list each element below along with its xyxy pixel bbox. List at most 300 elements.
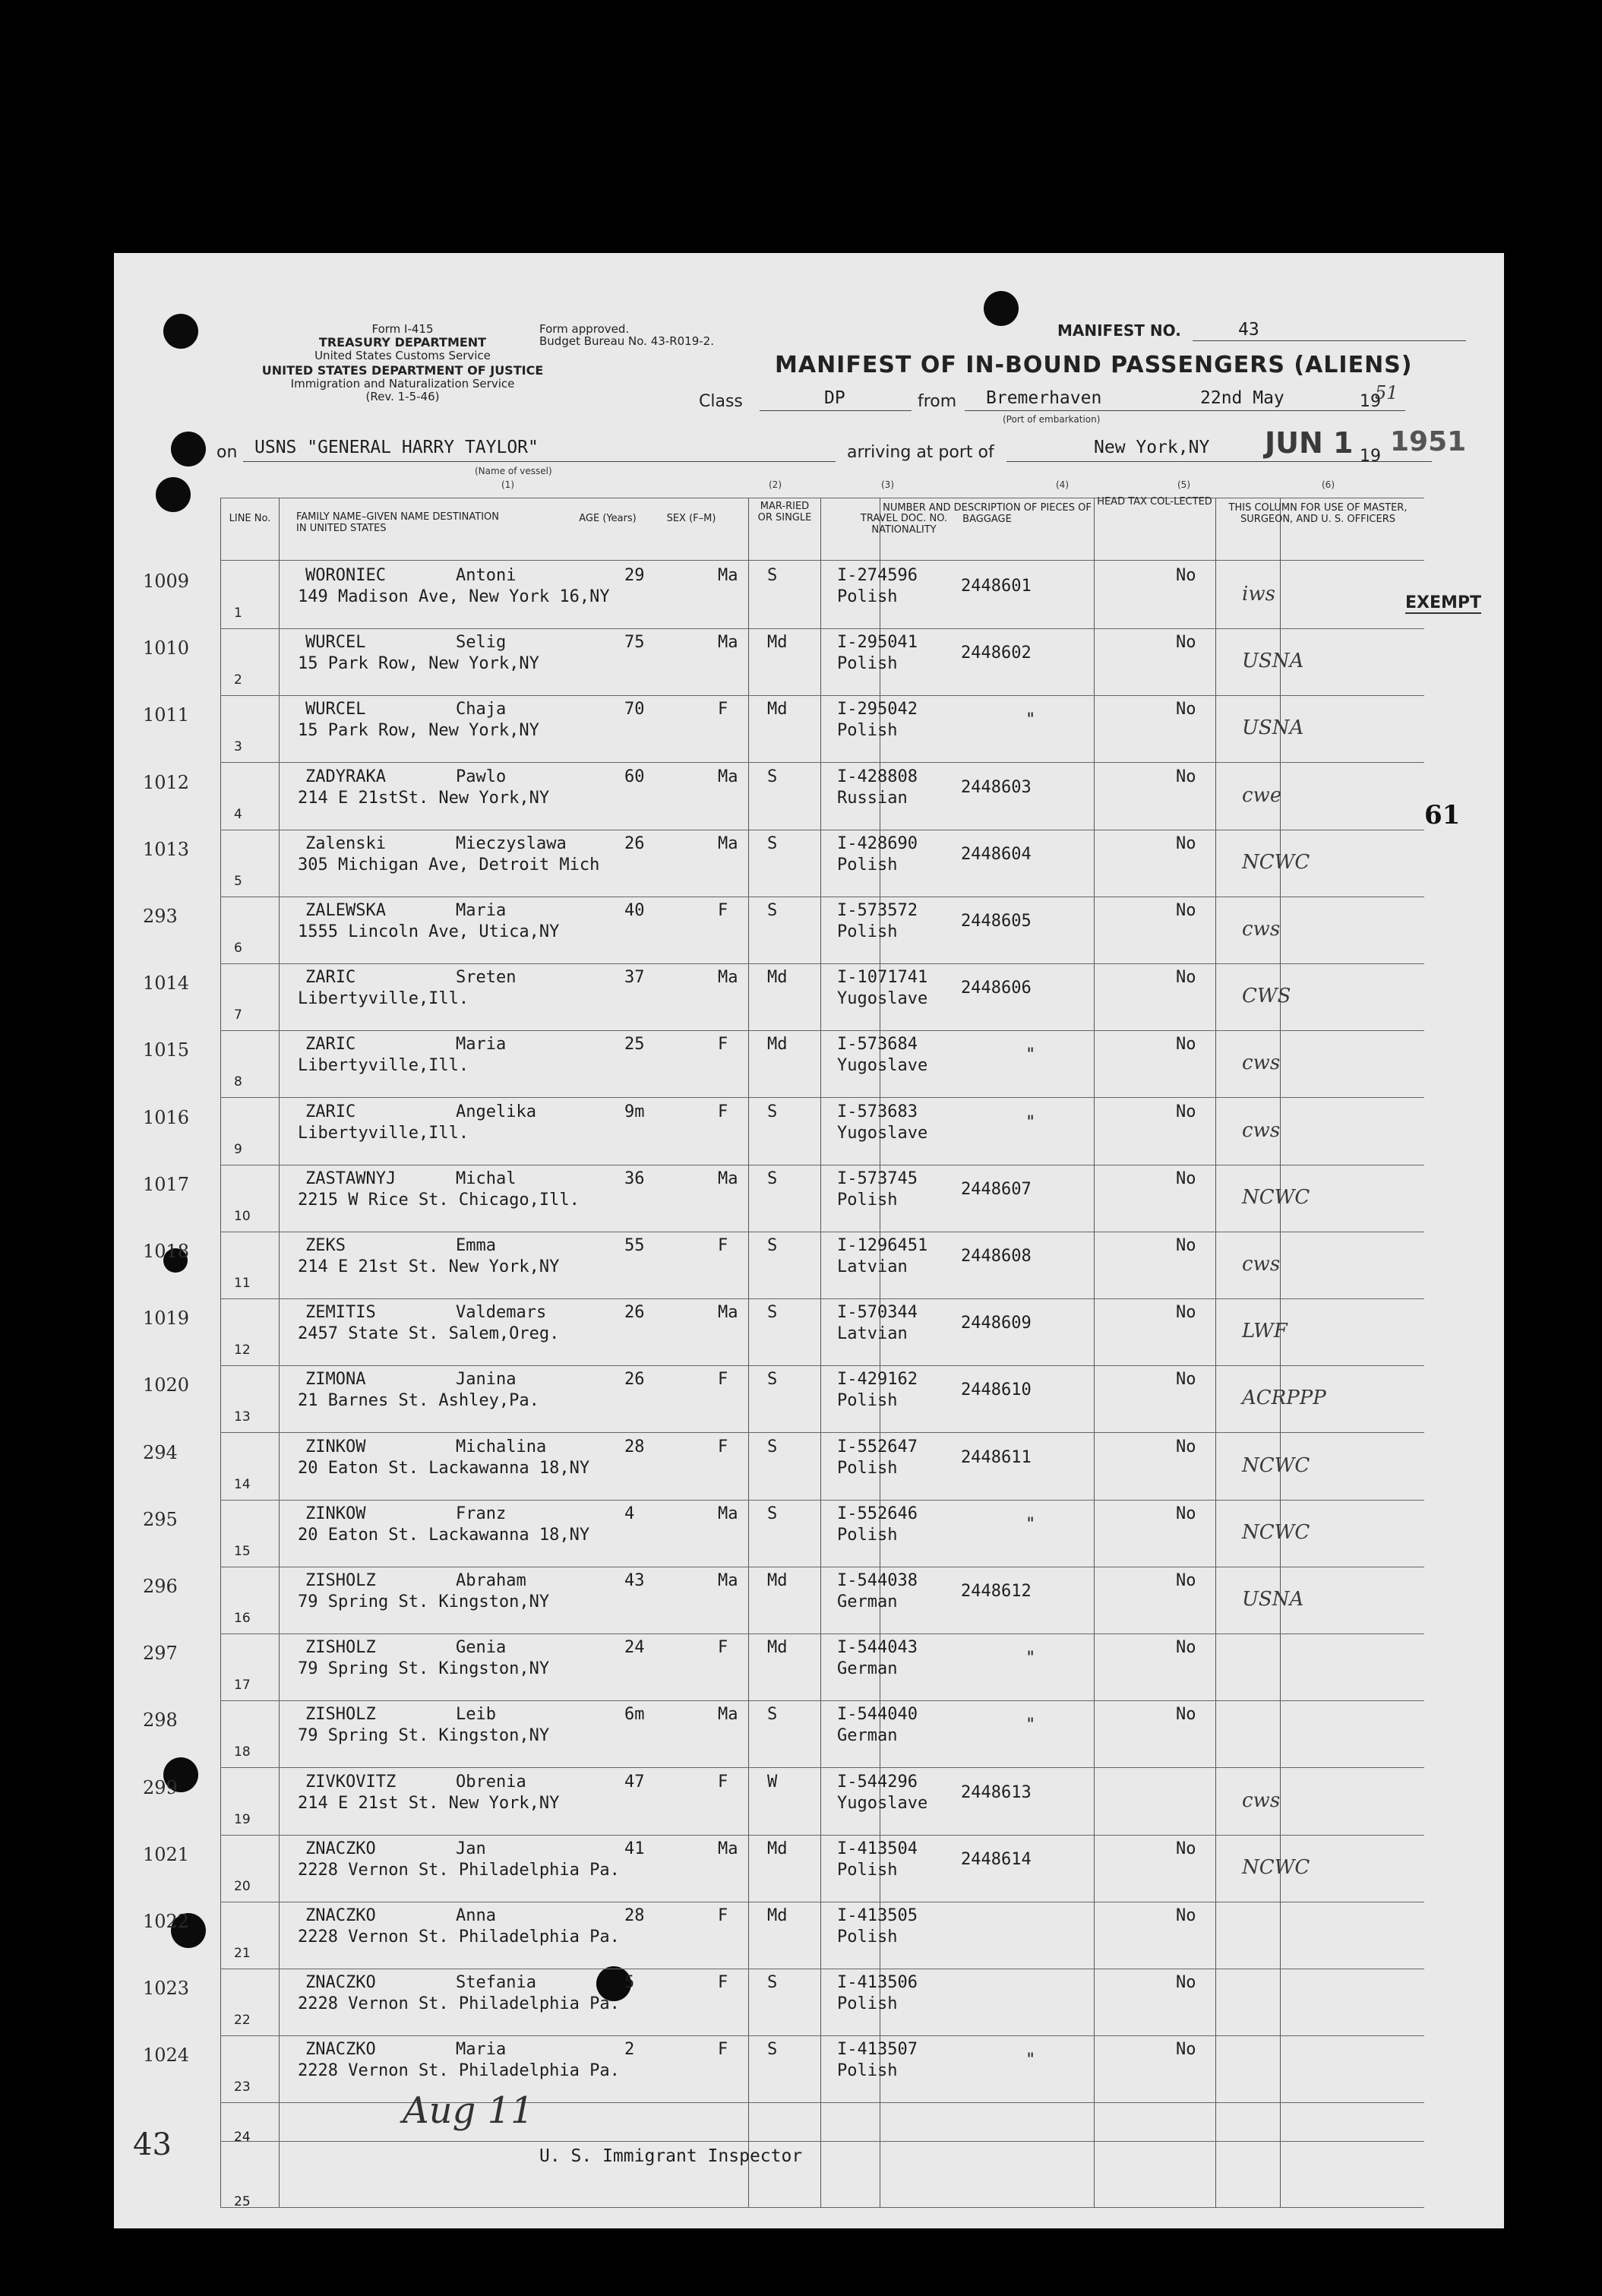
passenger-given-name: Stefania <box>456 1973 536 1993</box>
passenger-given-name: Leib <box>456 1705 496 1725</box>
vessel-name: USNS "GENERAL HARRY TAYLOR" <box>254 438 539 457</box>
inspector-handwritten-signature: Aug 11 <box>403 2089 534 2132</box>
passenger-marital-status: W <box>767 1772 778 1792</box>
table-row <box>220 1700 1424 1768</box>
passenger-destination: 21 Barnes St. Ashley,Pa. <box>298 1391 539 1411</box>
right-margin-number: 61 <box>1424 800 1461 830</box>
margin-record-number: 297 <box>143 1643 178 1665</box>
margin-record-number: 295 <box>143 1508 178 1530</box>
travel-doc-number: I-544296 <box>837 1772 918 1792</box>
travel-doc-number: I-1296451 <box>837 1236 928 1255</box>
passenger-sex: Ma <box>718 833 738 853</box>
row-line-number: 22 <box>234 2013 251 2029</box>
passenger-destination: 2228 Vernon St. Philadelphia Pa. <box>298 1860 620 1880</box>
baggage-number: " <box>1025 1649 1036 1668</box>
table-row <box>220 1835 1424 1902</box>
passenger-family-name: ZINKOW <box>305 1437 366 1456</box>
vessel-caption: (Name of vessel) <box>475 466 552 476</box>
passenger-marital-status: S <box>767 1370 778 1390</box>
travel-doc-number: I-1071741 <box>837 968 928 988</box>
table-row <box>220 1232 1424 1299</box>
col-num-4: (4) <box>1056 479 1069 490</box>
passenger-given-name: Angelika <box>456 1102 536 1121</box>
arriving-label: arriving at port of <box>847 443 994 462</box>
passenger-given-name: Valdemars <box>456 1303 547 1323</box>
row-line-number: 1 <box>234 606 242 621</box>
passenger-nationality: German <box>837 1592 898 1611</box>
passenger-nationality: Polish <box>837 1994 898 2014</box>
margin-record-number: 1017 <box>143 1173 190 1195</box>
passenger-family-name: ZASTAWNYJ <box>305 1169 397 1188</box>
row-line-number: 21 <box>234 1946 251 1961</box>
form-approved: Form approved. <box>539 322 630 336</box>
passenger-sex: F <box>718 901 728 920</box>
passenger-age: 26 <box>624 833 645 853</box>
margin-record-number: 1023 <box>143 1978 190 2000</box>
officer-annotation: USNA <box>1242 650 1304 673</box>
travel-doc-number: I-413507 <box>837 2040 918 2060</box>
passenger-nationality: Latvian <box>837 1324 908 1344</box>
col-num-1: (1) <box>501 479 514 490</box>
passenger-nationality: Polish <box>837 1928 898 1947</box>
passenger-age: 60 <box>624 767 645 786</box>
baggage-number: " <box>1025 2051 1036 2070</box>
passenger-destination: 2457 State St. Salem,Oreg. <box>298 1324 560 1344</box>
row-line-number: 9 <box>234 1141 242 1157</box>
passenger-marital-status: Md <box>767 1839 788 1858</box>
baggage-number: " <box>1025 1716 1036 1735</box>
passenger-age: 75 <box>624 633 645 653</box>
baggage-number: " <box>1025 1045 1036 1065</box>
passenger-age: 37 <box>624 968 645 988</box>
passenger-age: 41 <box>624 1839 645 1858</box>
passenger-destination: 79 Spring St. Kingston,NY <box>298 1726 550 1746</box>
passenger-sex: F <box>718 1437 728 1456</box>
passenger-age: 28 <box>624 1437 645 1456</box>
col-header-age: AGE (Years) <box>579 513 637 524</box>
margin-record-number: 1024 <box>143 2045 190 2067</box>
inspector-signature-caption: U. S. Immigrant Inspector <box>539 2146 803 2166</box>
passenger-marital-status: S <box>767 566 778 585</box>
from-year: 51 <box>1375 382 1398 403</box>
passenger-destination: 2228 Vernon St. Philadelphia Pa. <box>298 2061 620 2081</box>
travel-doc-number: I-552646 <box>837 1504 918 1523</box>
margin-record-number: 1012 <box>143 771 190 793</box>
head-tax-status: No <box>1176 700 1196 719</box>
passenger-sex: Ma <box>718 968 738 988</box>
passenger-sex: F <box>718 1102 728 1121</box>
passenger-marital-status: S <box>767 1504 778 1523</box>
treasury-dept: TREASURY DEPARTMENT <box>318 335 487 349</box>
passenger-marital-status: S <box>767 901 778 920</box>
passenger-sex: Ma <box>718 1303 738 1323</box>
head-tax-status: No <box>1176 1303 1196 1323</box>
passenger-destination: 15 Park Row, New York,NY <box>298 721 539 741</box>
passenger-sex: Ma <box>718 1169 738 1188</box>
head-tax-status: No <box>1176 2040 1196 2060</box>
table-row <box>220 2035 1424 2103</box>
passenger-age: 40 <box>624 901 645 920</box>
page-title: MANIFEST OF IN-BOUND PASSENGERS (ALIENS) <box>775 352 1413 378</box>
passenger-given-name: Abraham <box>456 1571 526 1590</box>
passenger-given-name: Jan <box>456 1839 486 1858</box>
passenger-destination: 214 E 21st St. New York,NY <box>298 1793 560 1813</box>
passenger-age: 43 <box>624 1571 645 1590</box>
passenger-family-name: ZINKOW <box>305 1504 366 1523</box>
table-row <box>220 695 1424 763</box>
manifest-no-value: 43 <box>1238 320 1259 340</box>
passenger-family-name: ZIMONA <box>305 1370 366 1390</box>
passenger-destination: 79 Spring St. Kingston,NY <box>298 1659 550 1679</box>
passenger-sex: F <box>718 2040 728 2060</box>
table-row <box>220 628 1424 696</box>
table-row <box>220 1098 1424 1165</box>
passenger-age: 24 <box>624 1638 645 1658</box>
passenger-destination: 2228 Vernon St. Philadelphia Pa. <box>298 1994 620 2014</box>
table-row <box>220 1030 1424 1098</box>
margin-record-number: 1022 <box>143 1911 190 1932</box>
baggage-number: " <box>1025 1514 1036 1534</box>
officer-annotation: cws <box>1242 918 1281 941</box>
passenger-given-name: Janina <box>456 1370 517 1390</box>
row-line-number: 8 <box>234 1074 242 1090</box>
passenger-nationality: Yugoslave <box>837 1793 928 1813</box>
travel-doc-number: I-274596 <box>837 566 918 585</box>
table-row <box>220 1567 1424 1634</box>
row-line-number: 4 <box>234 806 242 822</box>
passenger-age: 25 <box>624 1035 645 1055</box>
row-number-25: 25 <box>234 2194 251 2209</box>
passenger-given-name: Maria <box>456 1035 507 1055</box>
passenger-age: 28 <box>624 1906 645 1925</box>
passenger-given-name: Obrenia <box>456 1772 526 1792</box>
margin-record-number: 1015 <box>143 1039 190 1061</box>
passenger-age: 29 <box>624 566 645 585</box>
passenger-nationality: Polish <box>837 654 898 674</box>
row-line-number: 14 <box>234 1476 251 1492</box>
passenger-nationality: Russian <box>837 788 908 808</box>
margin-record-number: 1009 <box>143 571 190 592</box>
passenger-nationality: Polish <box>837 1190 898 1210</box>
justice-dept: UNITED STATES DEPARTMENT OF JUSTICE <box>261 363 544 378</box>
head-tax-status: No <box>1176 767 1196 786</box>
margin-record-number: 296 <box>143 1576 178 1597</box>
passenger-age: 9m <box>624 1102 645 1121</box>
passenger-family-name: ZISHOLZ <box>305 1638 376 1658</box>
arrival-year-prefix: 19 <box>1360 447 1381 466</box>
passenger-sex: Ma <box>718 767 738 786</box>
vessel-underline <box>243 461 836 462</box>
passenger-nationality: Polish <box>837 1525 898 1545</box>
manifest-no-underline <box>1193 340 1466 341</box>
row-line-number: 19 <box>234 1811 251 1827</box>
passenger-given-name: Emma <box>456 1236 496 1255</box>
passenger-destination: 214 E 21stSt. New York,NY <box>298 788 550 808</box>
passenger-family-name: ZISHOLZ <box>305 1571 376 1590</box>
table-row <box>220 763 1424 830</box>
baggage-number: 2448604 <box>961 844 1032 864</box>
travel-doc-number: I-413506 <box>837 1973 918 1993</box>
passenger-age: 36 <box>624 1169 645 1188</box>
head-tax-status: No <box>1176 1236 1196 1255</box>
passenger-marital-status: S <box>767 833 778 853</box>
head-tax-status: No <box>1176 1906 1196 1925</box>
passenger-age: 4 <box>624 1504 635 1523</box>
passenger-sex: Ma <box>718 1705 738 1725</box>
ins-service: Immigration and Naturalization Service <box>290 377 515 391</box>
officer-annotation: NCWC <box>1242 850 1310 874</box>
margin-record-number: 1011 <box>143 704 190 726</box>
punch-hole <box>156 477 191 512</box>
passenger-destination: 20 Eaton St. Lackawanna 18,NY <box>298 1525 590 1545</box>
head-tax-status: No <box>1176 901 1196 920</box>
passenger-family-name: ZNACZKO <box>305 1973 376 1993</box>
passenger-sex: Ma <box>718 1571 738 1590</box>
head-tax-status: No <box>1176 1102 1196 1121</box>
passenger-nationality: Polish <box>837 2061 898 2081</box>
passenger-destination: 149 Madison Ave, New York 16,NY <box>298 587 610 606</box>
passenger-marital-status: S <box>767 1705 778 1725</box>
class-underline <box>760 410 912 411</box>
row-line-number: 17 <box>234 1678 251 1694</box>
table-row <box>220 1365 1424 1433</box>
class-label: Class <box>699 392 743 411</box>
row-line-number: 11 <box>234 1276 251 1291</box>
table-row <box>220 1298 1424 1366</box>
from-underline <box>965 410 1405 411</box>
travel-doc-number: I-544043 <box>837 1638 918 1658</box>
passenger-nationality: Yugoslave <box>837 1056 928 1076</box>
passenger-nationality: Polish <box>837 1391 898 1411</box>
passenger-marital-status: S <box>767 2040 778 2060</box>
passenger-family-name: ZNACZKO <box>305 1906 376 1925</box>
passenger-marital-status: Md <box>767 1906 788 1925</box>
passenger-age: 26 <box>624 1303 645 1323</box>
row-divider <box>220 2102 1424 2103</box>
head-tax-status: No <box>1176 1571 1196 1590</box>
passenger-marital-status: Md <box>767 633 788 653</box>
row-line-number: 18 <box>234 1744 251 1760</box>
punch-hole <box>171 432 206 466</box>
margin-record-number: 294 <box>143 1441 178 1463</box>
passenger-nationality: German <box>837 1659 898 1679</box>
officer-annotation: cws <box>1242 1118 1281 1142</box>
passenger-age: 70 <box>624 700 645 719</box>
travel-doc-number: I-428690 <box>837 833 918 853</box>
passenger-marital-status: Md <box>767 700 788 719</box>
punch-hole <box>984 291 1019 326</box>
passenger-destination: 15 Park Row, New York,NY <box>298 654 539 674</box>
passenger-marital-status: S <box>767 1973 778 1993</box>
travel-doc-number: I-413505 <box>837 1906 918 1925</box>
passenger-destination: 79 Spring St. Kingston,NY <box>298 1592 550 1611</box>
row-number-24: 24 <box>234 2130 251 2145</box>
passenger-given-name: Maria <box>456 2040 507 2060</box>
travel-doc-number: I-573683 <box>837 1102 918 1121</box>
officer-annotation: USNA <box>1242 716 1304 740</box>
head-tax-status: No <box>1176 1839 1196 1858</box>
passenger-family-name: ZARIC <box>305 1102 356 1121</box>
margin-record-number: 298 <box>143 1709 178 1731</box>
passenger-destination: Libertyville,Ill. <box>298 1123 469 1143</box>
passenger-nationality: Polish <box>837 1458 898 1478</box>
row-line-number: 20 <box>234 1878 251 1894</box>
table-row <box>220 561 1424 629</box>
manifest-no-label: MANIFEST NO. <box>1057 321 1181 340</box>
passenger-destination: 2228 Vernon St. Philadelphia Pa. <box>298 1928 620 1947</box>
passenger-age: 26 <box>624 1370 645 1390</box>
margin-record-number: 1016 <box>143 1106 190 1128</box>
row-line-number: 16 <box>234 1611 251 1626</box>
passenger-sex: Ma <box>718 633 738 653</box>
baggage-number: 2448605 <box>961 912 1032 931</box>
page-margin-number: 43 <box>133 2127 172 2162</box>
row-line-number: 13 <box>234 1409 251 1425</box>
col-num-6: (6) <box>1322 479 1335 490</box>
officer-annotation: iws <box>1242 583 1275 606</box>
passenger-family-name: ZEKS <box>305 1236 346 1255</box>
head-tax-status: No <box>1176 633 1196 653</box>
passenger-sex: F <box>718 700 728 719</box>
officer-annotation: NCWC <box>1242 1453 1310 1477</box>
baggage-number: 2448609 <box>961 1314 1032 1333</box>
passenger-sex: F <box>718 1772 728 1792</box>
head-tax-status: No <box>1176 1370 1196 1390</box>
row-divider <box>220 2141 1424 2142</box>
passenger-destination: Libertyville,Ill. <box>298 989 469 1009</box>
passenger-marital-status: Md <box>767 1035 788 1055</box>
passenger-sex: F <box>718 1906 728 1925</box>
passenger-marital-status: S <box>767 767 778 786</box>
col-num-3: (3) <box>881 479 894 490</box>
passenger-family-name: ZARIC <box>305 968 356 988</box>
table-row <box>220 1500 1424 1567</box>
travel-doc-number: I-573572 <box>837 901 918 920</box>
passenger-sex: F <box>718 1035 728 1055</box>
margin-record-number: 1013 <box>143 838 190 860</box>
head-tax-status: No <box>1176 833 1196 853</box>
passenger-given-name: Maria <box>456 901 507 920</box>
margin-record-number: 1014 <box>143 972 190 995</box>
travel-doc-number: I-570344 <box>837 1303 918 1323</box>
travel-doc-number: I-295041 <box>837 633 918 653</box>
head-tax-status: No <box>1176 1169 1196 1188</box>
baggage-number: 2448612 <box>961 1582 1032 1601</box>
passenger-family-name: ZALEWSKA <box>305 901 386 920</box>
passenger-destination: 214 E 21st St. New York,NY <box>298 1257 560 1276</box>
baggage-number: 2448608 <box>961 1247 1032 1266</box>
from-label: from <box>918 392 957 411</box>
margin-record-number: 299 <box>143 1776 178 1798</box>
passenger-marital-status: S <box>767 1303 778 1323</box>
passenger-family-name: ZADYRAKA <box>305 767 386 786</box>
passenger-age: 6m <box>624 1705 645 1725</box>
travel-doc-number: I-573745 <box>837 1169 918 1188</box>
head-tax-status: No <box>1176 1638 1196 1658</box>
passenger-destination: 1555 Lincoln Ave, Utica,NY <box>298 922 560 941</box>
from-year-prefix: 19 <box>1360 392 1381 411</box>
passenger-family-name: ZARIC <box>305 1035 356 1055</box>
passenger-family-name: WURCEL <box>305 633 366 653</box>
passenger-age: 55 <box>624 1236 645 1255</box>
officer-annotation: ACRPPP <box>1242 1387 1326 1410</box>
baggage-number: 2448602 <box>961 644 1032 663</box>
officer-annotation: USNA <box>1242 1588 1304 1611</box>
officer-annotation: cws <box>1242 1052 1281 1075</box>
baggage-number: " <box>1025 1112 1036 1132</box>
table-row <box>220 1433 1424 1501</box>
travel-doc-number: I-544038 <box>837 1571 918 1590</box>
head-tax-status: No <box>1176 1504 1196 1523</box>
form-revision: (Rev. 1-5-46) <box>365 390 440 403</box>
travel-doc-number: I-295042 <box>837 700 918 719</box>
officer-annotation: NCWC <box>1242 1185 1310 1209</box>
exempt-stamp: EXEMPT <box>1405 593 1482 612</box>
passenger-sex: F <box>718 1236 728 1255</box>
passenger-family-name: ZIVKOVITZ <box>305 1772 397 1792</box>
officer-annotation: LWF <box>1242 1320 1288 1343</box>
passenger-family-name: ZNACZKO <box>305 2040 376 2060</box>
col-header-name: FAMILY NAME–GIVEN NAME DESTINATION IN UNITED STATES <box>296 511 500 534</box>
passenger-age: 5 <box>624 1973 635 1993</box>
passenger-marital-status: Md <box>767 1571 788 1590</box>
table-row <box>220 1633 1424 1701</box>
col-header-line: LINE No. <box>229 513 271 524</box>
row-line-number: 7 <box>234 1007 242 1023</box>
passenger-sex: F <box>718 1973 728 1993</box>
class-value: DP <box>824 388 845 408</box>
row-line-number: 5 <box>234 873 242 889</box>
passenger-nationality: Polish <box>837 1860 898 1880</box>
baggage-number: 2448611 <box>961 1447 1032 1467</box>
baggage-number: 2448614 <box>961 1849 1032 1869</box>
table-row <box>220 1902 1424 1969</box>
passenger-destination: Libertyville,Ill. <box>298 1056 469 1076</box>
passenger-nationality: Polish <box>837 721 898 741</box>
passenger-family-name: ZNACZKO <box>305 1839 376 1858</box>
passenger-family-name: WORONIEC <box>305 566 386 585</box>
passenger-marital-status: Md <box>767 1638 788 1658</box>
passenger-given-name: Genia <box>456 1638 507 1658</box>
travel-doc-number: I-544040 <box>837 1705 918 1725</box>
passenger-marital-status: S <box>767 1169 778 1188</box>
col-header-travel-doc: TRAVEL DOC. NO. NATIONALITY <box>860 513 948 536</box>
baggage-number: " <box>1025 710 1036 730</box>
row-line-number: 3 <box>234 739 242 755</box>
table-row <box>220 963 1424 1031</box>
baggage-number: 2448610 <box>961 1380 1032 1400</box>
head-tax-status: No <box>1176 1705 1196 1725</box>
passenger-given-name: Pawlo <box>456 767 507 786</box>
passenger-sex: Ma <box>718 566 738 585</box>
officer-annotation: NCWC <box>1242 1855 1310 1879</box>
baggage-number: 2448606 <box>961 979 1032 998</box>
margin-record-number: 1019 <box>143 1308 190 1330</box>
budget-bureau: Budget Bureau No. 43-R019-2. <box>539 334 714 348</box>
travel-doc-number: I-413504 <box>837 1839 918 1858</box>
passenger-marital-status: S <box>767 1437 778 1456</box>
head-tax-status: No <box>1176 1973 1196 1993</box>
passenger-sex: Ma <box>718 1839 738 1858</box>
passenger-sex: F <box>718 1638 728 1658</box>
port-embarkation-caption: (Port of embarkation) <box>1003 414 1101 425</box>
from-date: 22nd May <box>1200 388 1284 408</box>
passenger-given-name: Chaja <box>456 700 507 719</box>
margin-record-number: 1010 <box>143 637 190 659</box>
passenger-family-name: ZISHOLZ <box>305 1705 376 1725</box>
passenger-nationality: Polish <box>837 922 898 941</box>
officer-annotation: NCWC <box>1242 1520 1310 1544</box>
